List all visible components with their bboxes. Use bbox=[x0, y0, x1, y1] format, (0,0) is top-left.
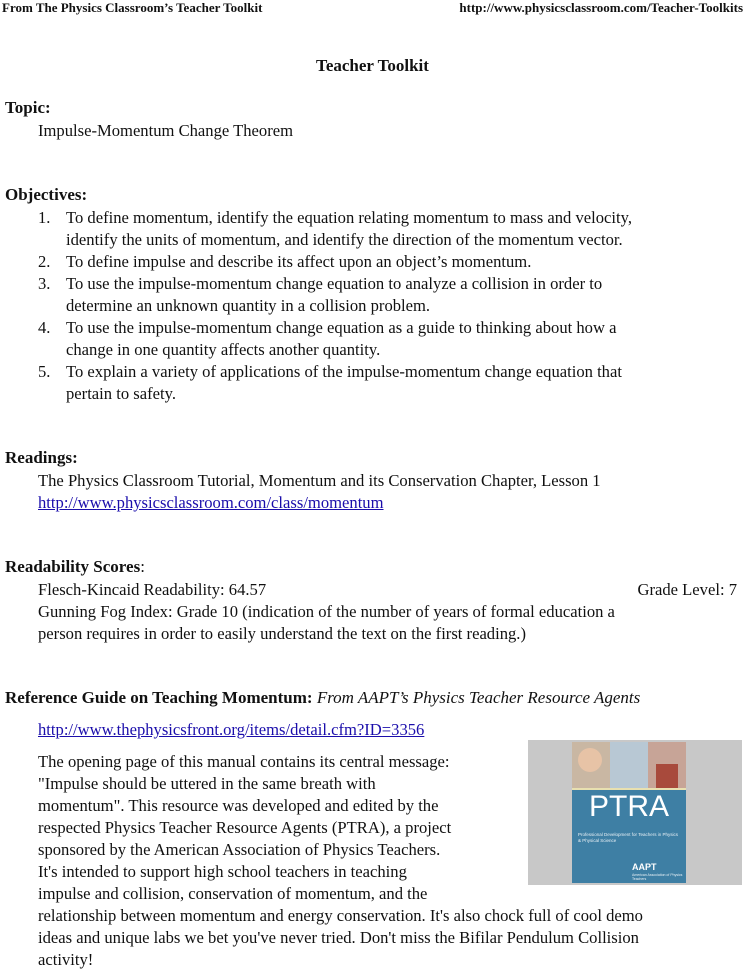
readings-text: The Physics Classroom Tutorial, Momentum and its Conservation Chapter, Lesson 1 bbox=[38, 471, 601, 490]
objective-line: To define momentum, identify the equation relating momentum to mass and velocity, bbox=[66, 208, 632, 227]
objective-line: To define impulse and describe its affect upon an object’s momentum. bbox=[66, 252, 532, 271]
reference-heading bbox=[5, 688, 640, 708]
readability-heading-text: Readability Scores bbox=[5, 557, 141, 576]
reference-line: "Impulse should be uttered in the same breath with bbox=[38, 774, 376, 793]
objective-line: identify the units of momentum, and identify the direction of the momentum vector. bbox=[66, 230, 623, 249]
objective-line: change in one quantity affects another quantity. bbox=[66, 340, 381, 359]
cover-photo-2 bbox=[610, 742, 648, 788]
reference-line: sponsored by the American Association of Physics Teachers. bbox=[38, 840, 441, 859]
header-left: From The Physics Classroom’s Teacher Toolkit bbox=[2, 0, 263, 15]
cover-brand: AAPT bbox=[632, 862, 657, 872]
objective-number: 4. bbox=[38, 318, 51, 337]
cover-photo-face bbox=[578, 748, 602, 772]
cover-title: PTRA bbox=[588, 790, 669, 823]
reference-line: respected Physics Teacher Resource Agents (PTRA), a project bbox=[38, 818, 452, 837]
reference-line: relationship between momentum and energy conservation. It's also chock full of cool demo bbox=[38, 906, 643, 925]
ptra-book-cover bbox=[572, 742, 686, 883]
objective-line: To explain a variety of applications of the impulse-momentum change equation that bbox=[66, 362, 622, 381]
objective-line: To use the impulse-momentum change equation as a guide to thinking about how a bbox=[66, 318, 617, 337]
readings-link[interactable]: http://www.physicsclassroom.com/class/momentum bbox=[38, 493, 384, 512]
grade-level: Grade Level: 7 bbox=[637, 580, 737, 599]
objective-line: pertain to safety. bbox=[66, 384, 176, 403]
flesch-score: Flesch-Kincaid Readability: 64.57 bbox=[38, 580, 267, 599]
header-right: http://www.physicsclassroom.com/Teacher-Toolkits bbox=[459, 0, 743, 15]
page-title: Teacher Toolkit bbox=[316, 56, 429, 75]
reference-line: activity! bbox=[38, 950, 94, 969]
reference-line: The opening page of this manual contains its central message: bbox=[38, 752, 450, 771]
objective-line: determine an unknown quantity in a collision problem. bbox=[66, 296, 431, 315]
objective-number: 2. bbox=[38, 252, 51, 271]
objective-number: 5. bbox=[38, 362, 51, 381]
cover-subtitle: Professional Development for Teachers in Physics & Physical Science bbox=[578, 832, 678, 843]
reference-line: ideas and unique labs we bet you've never tried. Don't miss the Bifilar Pendulum Collision bbox=[38, 928, 639, 947]
reference-line: impulse and collision, conservation of momentum, and the bbox=[38, 884, 428, 903]
cover-photo-strip bbox=[572, 742, 686, 788]
cover-photo-figure bbox=[656, 764, 678, 788]
readability-heading bbox=[5, 557, 145, 577]
fog-index-line-1: Gunning Fog Index: Grade 10 (indication of the number of years of formal education a bbox=[38, 602, 615, 621]
fog-index-line-2: person requires in order to easily understand the text on the first reading.) bbox=[38, 624, 526, 643]
topic-text: Impulse-Momentum Change Theorem bbox=[38, 121, 293, 140]
objective-number: 1. bbox=[38, 208, 51, 227]
reference-heading-text: Reference Guide on Teaching Momentum: bbox=[5, 688, 313, 707]
objective-number: 3. bbox=[38, 274, 51, 293]
reference-link[interactable]: http://www.thephysicsfront.org/items/detail.cfm?ID=3356 bbox=[38, 720, 425, 739]
topic-heading: Topic: bbox=[5, 98, 51, 117]
cover-brand-sub: American Association of Physics Teachers bbox=[632, 873, 683, 881]
readability-heading-colon: : bbox=[140, 557, 145, 576]
reference-line: It's intended to support high school teachers in teaching bbox=[38, 862, 407, 881]
readings-heading: Readings: bbox=[5, 448, 78, 467]
objective-line: To use the impulse-momentum change equation to analyze a collision in order to bbox=[66, 274, 603, 293]
objectives-heading: Objectives: bbox=[5, 185, 88, 204]
reference-line: momentum". This resource was developed and edited by the bbox=[38, 796, 439, 815]
reference-source: From AAPT’s Physics Teacher Resource Agents bbox=[312, 688, 641, 707]
